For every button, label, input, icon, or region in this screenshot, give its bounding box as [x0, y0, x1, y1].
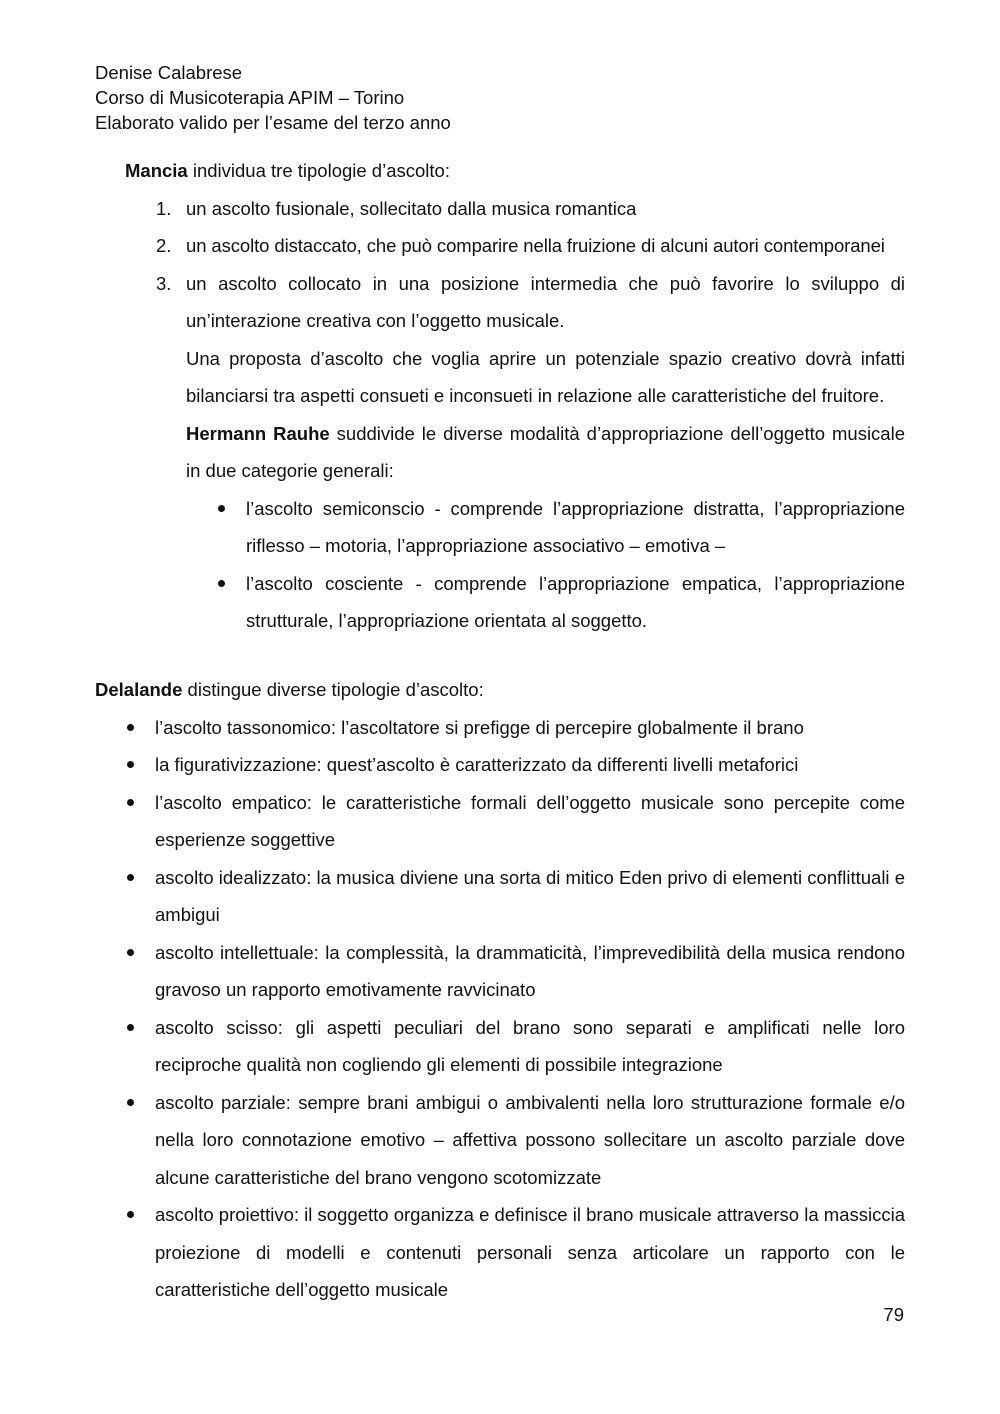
- mancia-intro: [125, 152, 905, 190]
- list-number: 1.: [156, 197, 172, 219]
- list-item: [125, 859, 905, 934]
- rauhe-intro-text: suddivide le diverse modalità d’appropriazione dell’oggetto musicale in due categorie generali:: [186, 422, 905, 481]
- list-item-text: ascolto scisso: gli aspetti peculiari del brano sono separati e amplificati nelle loro reciproche qualità non cogliendo gli elementi di possibile integrazione: [155, 1016, 905, 1075]
- list-number: 3.: [156, 272, 172, 294]
- delalande-intro: [95, 671, 905, 709]
- list-item: [156, 190, 905, 228]
- mancia-section: [125, 152, 905, 640]
- list-item: [156, 227, 905, 265]
- header-note: Elaborato valido per l’esame del terzo anno: [95, 112, 451, 133]
- list-item-text: l’ascolto tassonomico: l’ascoltatore si prefigge di percepire globalmente il brano: [155, 716, 804, 738]
- list-item-text: ascolto intellettuale: la complessità, la drammaticità, l’imprevedibilità della musica rendono gravoso un rapporto emotivamente ravvicinato: [155, 941, 905, 1000]
- mancia-name: Mancia: [125, 160, 188, 181]
- list-item: [216, 565, 905, 640]
- header-author: Denise Calabrese: [95, 62, 243, 83]
- header-course: Corso di Musicoterapia APIM – Torino: [95, 87, 405, 108]
- list-item-text: un ascolto distaccato, che può comparire nella fruizione di alcuni autori contemporanei: [186, 235, 885, 256]
- delalande-intro-text: distingue diverse tipologie d’ascolto:: [182, 679, 484, 700]
- list-item-text: l’ascolto semiconscio - comprende l’appropriazione distratta, l’appropriazione riflesso – motoria, l’appropriazione associativo – emotiva –: [246, 497, 905, 556]
- list-item-text: l’ascolto cosciente - comprende l’appropriazione empatica, l’appropriazione strutturale, l’appropriazione orientata al soggetto.: [246, 572, 905, 631]
- list-item: [125, 1196, 905, 1309]
- list-item-text: ascolto parziale: sempre brani ambigui o ambivalenti nella loro strutturazione formale e/o nella loro connotazione emotivo – affettiva possono sollecitare un ascolto parziale dove alcune caratteristiche del brano vengono scotomizzate: [155, 1091, 905, 1188]
- list-item-text: l’ascolto empatico: le caratteristiche formali dell’oggetto musicale sono percepite come esperienze soggettive: [155, 791, 905, 850]
- page-header: [95, 60, 451, 135]
- delalande-list: [95, 709, 905, 1309]
- mancia-intro-text: individua tre tipologie d’ascolto:: [187, 160, 450, 181]
- list-item-text: ascolto proiettivo: il soggetto organizza e definisce il brano musicale attraverso la massiccia proiezione di modelli e contenuti personali senza articolare un rapporto con le caratteristiche dell’oggetto musicale: [155, 1204, 905, 1300]
- list-item-text: un ascolto collocato in una posizione intermedia che può favorire lo sviluppo di un’interazione creativa con l’oggetto musicale.: [186, 272, 905, 331]
- list-item: [156, 265, 905, 340]
- list-item-text: un ascolto fusionale, sollecitato dalla musica romantica: [186, 197, 637, 219]
- list-item: [125, 746, 905, 784]
- mancia-list: [125, 190, 905, 640]
- list-item: [125, 934, 905, 1009]
- rauhe-intro: [156, 415, 905, 490]
- list-item: [125, 709, 905, 747]
- list-item: [125, 1009, 905, 1084]
- rauhe-name: Hermann Rauhe: [186, 422, 330, 444]
- delalande-section: [95, 671, 905, 1309]
- list-item: [125, 1084, 905, 1197]
- page-number: 79: [883, 1304, 904, 1325]
- rauhe-list: [156, 490, 905, 640]
- list-item-text: la figurativizzazione: quest’ascolto è caratterizzato da differenti livelli metaforici: [155, 754, 799, 775]
- list-item-text: ascolto idealizzato: la musica diviene una sorta di mitico Eden privo di elementi conflittuali e ambigui: [155, 866, 905, 925]
- list-number: 2.: [156, 235, 172, 256]
- list-item: [216, 490, 905, 565]
- mancia-paragraph: Una proposta d’ascolto che voglia aprire un potenziale spazio creativo dovrà infatti bilanciarsi tra aspetti consueti e inconsueti in relazione alle caratteristiche del fruitore.: [186, 347, 905, 406]
- list-item: [125, 784, 905, 859]
- delalande-name: Delalande: [95, 679, 183, 700]
